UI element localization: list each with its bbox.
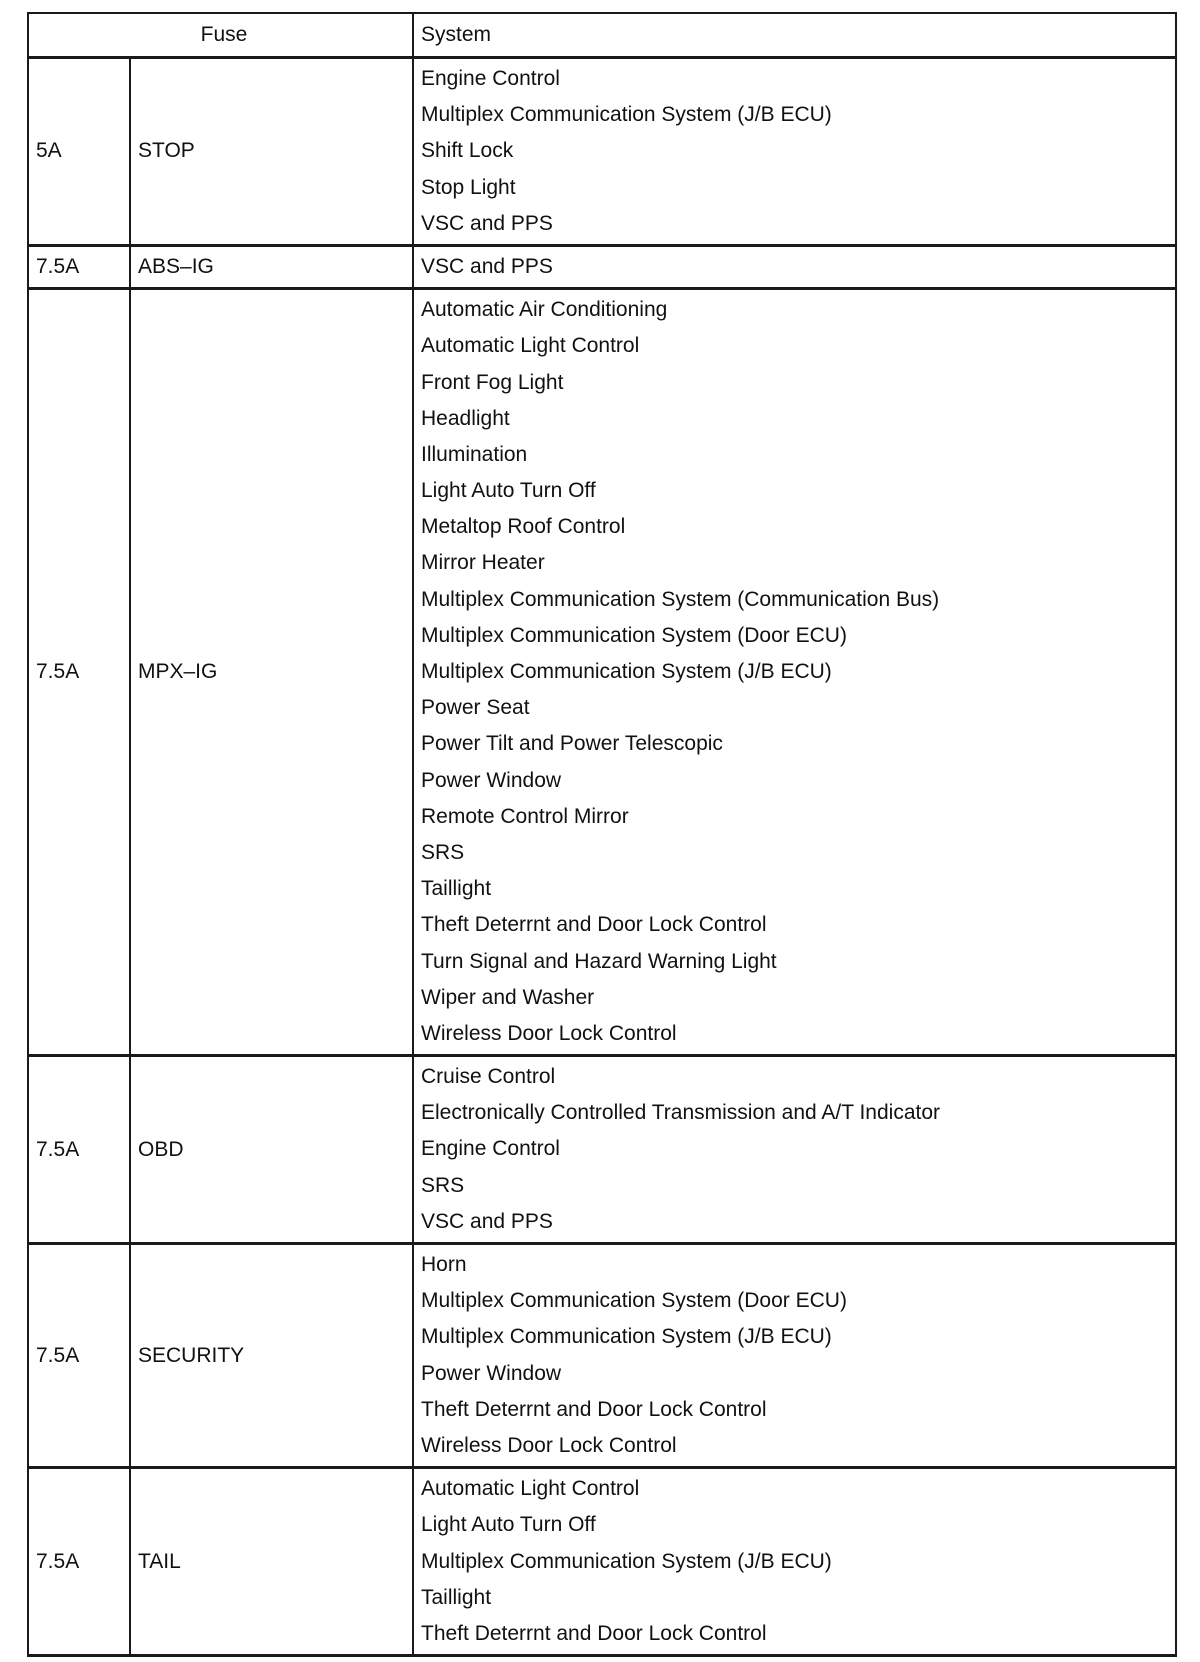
system-item: Theft Deterrnt and Door Lock Control <box>421 1397 767 1421</box>
system-item: Taillight <box>421 1585 492 1609</box>
fuse-name: TAIL <box>130 1468 413 1656</box>
fuse-row <box>28 1244 1176 1468</box>
system-list <box>413 1244 1176 1468</box>
system-item: Electronically Controlled Transmission and A/T Indicator <box>421 1101 941 1125</box>
system-item: Wireless Door Lock Control <box>421 1021 677 1045</box>
system-item: VSC and PPS <box>421 254 553 278</box>
header-row <box>28 13 1176 58</box>
fuse-name: ABS–IG <box>130 245 413 288</box>
fuse-row <box>28 1468 1176 1656</box>
table-body <box>28 58 1176 1656</box>
fuse-row <box>28 245 1176 288</box>
system-list <box>413 58 1176 246</box>
system-column-header: System <box>413 13 1176 58</box>
fuse-rating: 7.5A <box>28 1056 130 1244</box>
system-item: Multiplex Communication System (J/B ECU) <box>421 1549 832 1573</box>
system-item: Metaltop Roof Control <box>421 515 626 539</box>
system-item: Mirror Heater <box>421 551 545 575</box>
fuse-rating: 7.5A <box>28 289 130 1056</box>
system-item: Theft Deterrnt and Door Lock Control <box>421 1621 767 1645</box>
system-item: SRS <box>421 840 465 864</box>
fuse-rating: 7.5A <box>28 1468 130 1656</box>
system-item: Cruise Control <box>421 1065 556 1089</box>
system-item: Engine Control <box>421 1137 560 1161</box>
system-item: Remote Control Mirror <box>421 804 629 828</box>
system-item: Power Tilt and Power Telescopic <box>421 732 723 756</box>
fuse-row <box>28 58 1176 246</box>
system-item: VSC and PPS <box>421 1209 553 1233</box>
system-item: Taillight <box>421 877 492 901</box>
system-item: Wiper and Washer <box>421 985 595 1009</box>
system-item: Wireless Door Lock Control <box>421 1433 677 1457</box>
system-item: Light Auto Turn Off <box>421 479 596 503</box>
fuse-row <box>28 1056 1176 1244</box>
fuse-column-header: Fuse <box>28 13 413 58</box>
system-item: Multiplex Communication System (J/B ECU) <box>421 660 832 683</box>
system-item: Light Auto Turn Off <box>421 1513 596 1537</box>
fuse-name: OBD <box>130 1056 413 1244</box>
system-list <box>413 289 1176 1056</box>
system-item: Theft Deterrnt and Door Lock Control <box>421 913 767 937</box>
system-item: Automatic Air Conditioning <box>421 298 668 322</box>
fuse-name: STOP <box>130 58 413 246</box>
system-item: Engine Control <box>421 67 560 90</box>
system-item: Power Window <box>421 768 562 792</box>
system-item: Power Window <box>421 1361 562 1385</box>
fuse-rating: 5A <box>28 58 130 246</box>
system-item: Headlight <box>421 406 510 430</box>
fuse-rating: 7.5A <box>28 245 130 288</box>
system-item: Stop Light <box>421 175 516 199</box>
system-list <box>413 1468 1176 1656</box>
system-item: VSC and PPS <box>421 211 553 235</box>
fuse-name: SECURITY <box>130 1244 413 1468</box>
fuse-rating: 7.5A <box>28 1244 130 1468</box>
system-item: Illumination <box>421 442 528 466</box>
system-item: Automatic Light Control <box>421 334 640 358</box>
system-item: Shift Lock <box>421 139 514 163</box>
fuse-name: MPX–IG <box>130 289 413 1056</box>
system-item: Multiplex Communication System (Door ECU) <box>421 623 847 647</box>
system-list <box>413 1056 1176 1244</box>
system-list <box>413 245 1176 288</box>
system-item: Multiplex Communication System (Door ECU) <box>421 1289 847 1313</box>
fuse-system-table <box>27 12 1177 1657</box>
system-item: Horn <box>421 1253 467 1276</box>
system-item: Automatic Light Control <box>421 1477 640 1501</box>
system-item: Power Seat <box>421 696 530 720</box>
system-item: Turn Signal and Hazard Warning Light <box>421 949 777 973</box>
fuse-row <box>28 289 1176 1056</box>
system-item: SRS <box>421 1173 465 1197</box>
table-header <box>28 13 1176 58</box>
system-item: Multiplex Communication System (J/B ECU) <box>421 103 832 127</box>
system-item: Front Fog Light <box>421 370 564 394</box>
system-item: Multiplex Communication System (Communication Bus) <box>421 587 940 611</box>
system-item: Multiplex Communication System (J/B ECU) <box>421 1325 832 1349</box>
